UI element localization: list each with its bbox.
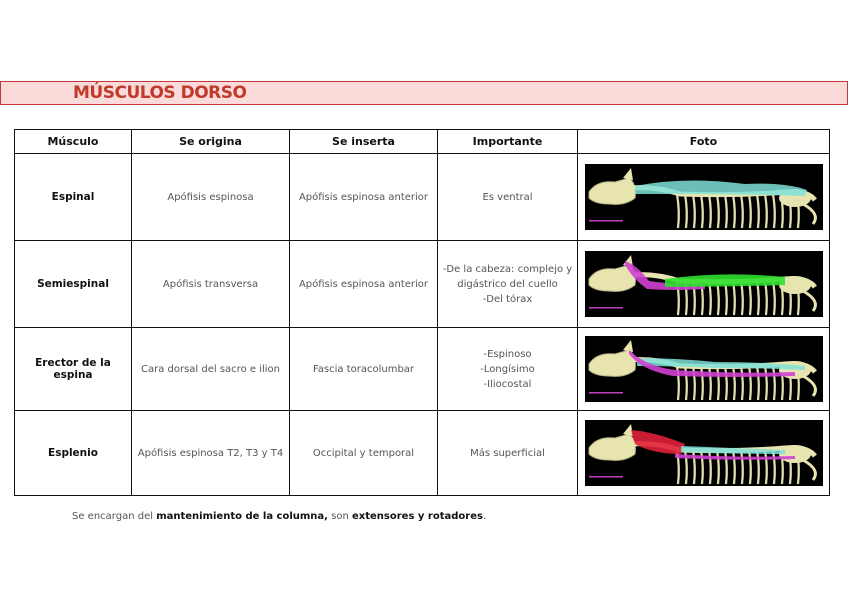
footnote [72,511,486,522]
skeleton-illustration [585,420,823,486]
photo-label-mark [589,307,623,309]
skull-shape [589,350,635,376]
rib-shape [685,194,687,228]
skeleton-illustration [585,336,823,402]
skeleton-photo [585,251,823,317]
important-line: digástrico del cuello [457,278,558,290]
rib-shape [757,450,759,484]
important-line: -Longísimo [480,363,535,375]
rib-shape [717,366,719,400]
rib-shape [773,281,775,315]
insertion-cell: Fascia toracolumbar [290,328,438,411]
rib-shape [757,281,759,315]
header-origin: Se origina [132,130,290,154]
skull-shape [589,434,635,460]
muscle-name: Semiespinal [15,241,132,328]
note-prefix: Se encargan del [72,511,157,522]
rib-shape [677,194,679,228]
important-cell [438,328,578,411]
table-row [15,411,830,496]
rib-shape [725,366,727,400]
rib-shape [701,366,703,400]
important-cell [438,241,578,328]
table-header-row [15,130,830,154]
muscle-overlay [631,430,685,454]
origin-cell: Apófisis transversa [132,241,290,328]
header-photo: Foto [578,130,830,154]
header-muscle: Músculo [15,130,132,154]
photo-cell [578,328,830,411]
insertion-cell: Occipital y temporal [290,411,438,496]
photo-label-mark [589,220,623,222]
note-middle: son [327,511,353,522]
photo-cell [578,154,830,241]
photo-label-mark [589,392,623,394]
table-row [15,154,830,241]
skeleton-illustration [585,164,823,230]
page-title: MÚSCULOS DORSO [73,83,247,103]
rib-shape [701,194,703,228]
rib-shape [733,194,735,228]
header-insertion: Se inserta [290,130,438,154]
rib-shape [765,366,767,400]
rib-shape [725,450,727,484]
photo-label-mark [589,476,623,478]
table-row [15,328,830,411]
rib-shape [773,366,775,400]
rib-shape [733,450,735,484]
important-cell [438,411,578,496]
muscle-overlay [635,180,807,196]
rib-shape [765,281,767,315]
rib-shape [749,450,751,484]
rib-shape [717,450,719,484]
origin-cell: Apófisis espinosa T2, T3 y T4 [132,411,290,496]
insertion-cell: Apófisis espinosa anterior [290,154,438,241]
origin-cell: Cara dorsal del sacro e ilion [132,328,290,411]
rib-shape [701,450,703,484]
insertion-cell: Apófisis espinosa anterior [290,241,438,328]
photo-cell [578,411,830,496]
skeleton-photo [585,420,823,486]
photo-cell [578,241,830,328]
skeleton-illustration [585,251,823,317]
note-suffix: . [482,511,487,522]
important-line: -Del tórax [482,293,533,305]
rib-shape [741,450,743,484]
muscle-name: Esplenio [15,411,132,496]
rib-shape [765,450,767,484]
rib-shape [749,194,751,228]
rib-shape [773,194,775,228]
note-bold-2: extensores y rotadores [352,511,483,522]
rib-shape [765,194,767,228]
important-line: -Iliocostal [483,378,532,390]
important-line: -De la cabeza: complejo y [442,263,573,275]
table-row [15,241,830,328]
rib-shape [733,366,735,400]
muscle-name: Espinal [15,154,132,241]
rib-shape [693,194,695,228]
important-line: Más superficial [470,447,545,459]
rib-shape [709,194,711,228]
rib-shape [741,366,743,400]
important-line: Es ventral [482,191,533,203]
rib-shape [709,366,711,400]
title-bar [0,81,848,105]
muscle-overlay [665,274,785,287]
rib-shape [757,366,759,400]
header-important: Importante [438,130,578,154]
rib-shape [725,194,727,228]
skull-shape [589,178,635,204]
important-cell [438,154,578,241]
rib-shape [709,450,711,484]
important-line: -Espinoso [483,348,532,360]
note-bold-1: mantenimiento de la columna, [156,511,328,522]
rib-shape [741,194,743,228]
skeleton-photo [585,336,823,402]
rib-shape [749,281,751,315]
rib-shape [749,366,751,400]
origin-cell: Apófisis espinosa [132,154,290,241]
muscles-table [14,129,830,496]
muscle-name: Erector de la espina [15,328,132,411]
rib-shape [773,450,775,484]
rib-shape [757,194,759,228]
skeleton-photo [585,164,823,230]
rib-shape [717,194,719,228]
